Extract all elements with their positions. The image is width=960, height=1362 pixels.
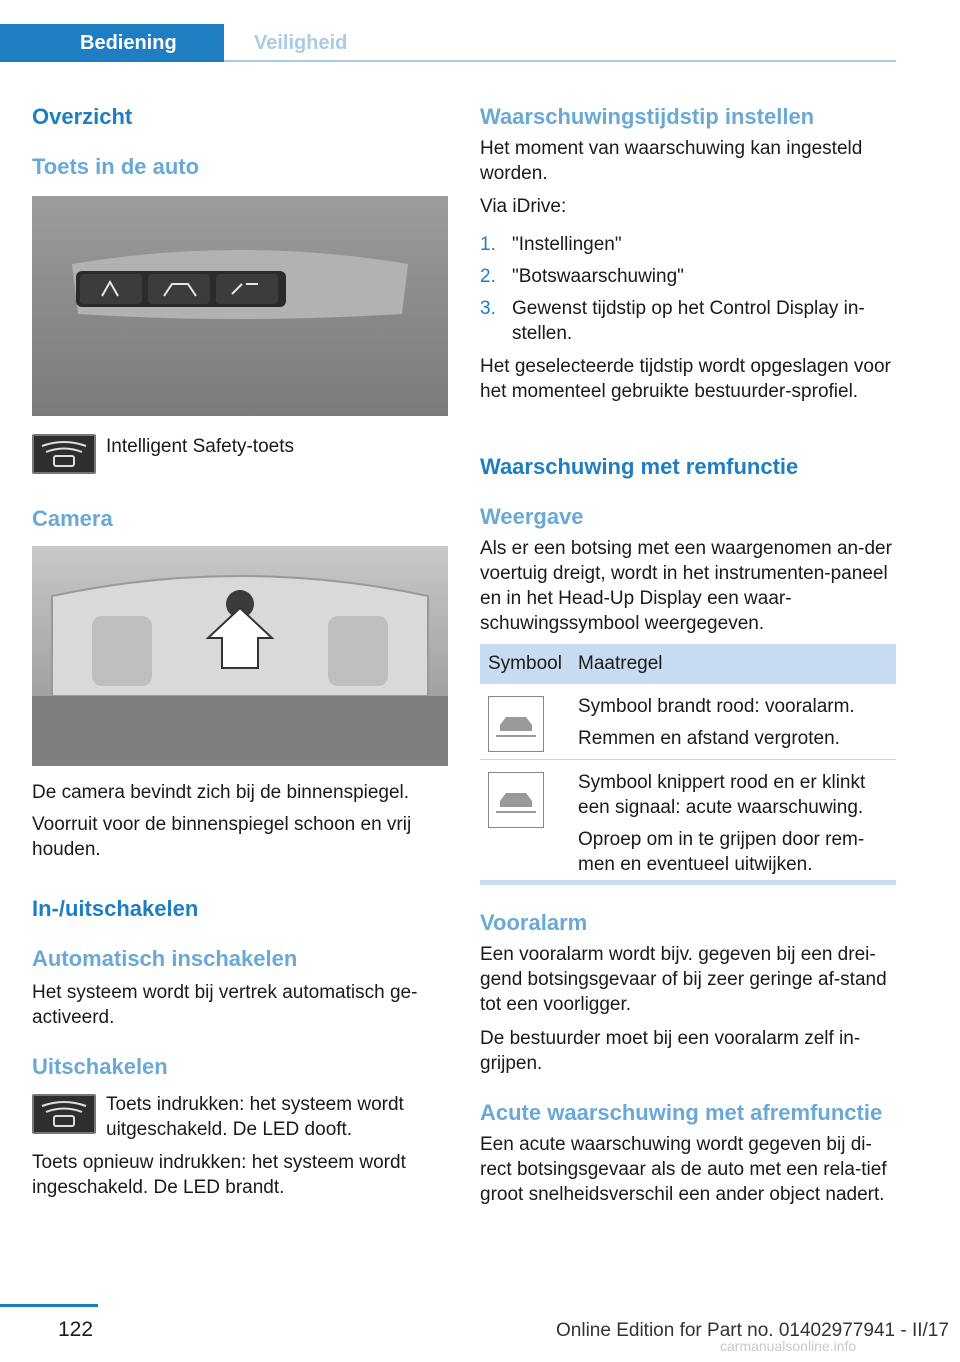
button-panel-photo xyxy=(32,196,448,416)
watermark: carmanualsonline.info xyxy=(720,1338,857,1354)
camera-text-2: Voorruit voor de binnenspiegel schoon en vrij houden. xyxy=(32,814,412,860)
list-item xyxy=(480,264,896,289)
col-maatregel: Maatregel xyxy=(578,653,663,674)
vooralarm-text-1: Een vooralarm wordt bijv. gegeven bij een drei-gend botsingsgevaar of bij zeer geringe af-stand tot een voorligger. xyxy=(480,944,887,1015)
step-text: "Botswaarschuwing" xyxy=(512,266,684,287)
page-number: 122 xyxy=(58,1318,94,1341)
col-symbool: Symbool xyxy=(488,653,562,674)
camera-text-1: De camera bevindt zich bij de binnenspiegel. xyxy=(32,782,410,803)
step-number: 3. xyxy=(480,298,496,319)
uitschakelen-text: Toets opnieuw indrukken: het systeem wordt ingeschakeld. De LED brandt. xyxy=(32,1152,406,1198)
table-row xyxy=(480,684,896,760)
safety-button-caption: Intelligent Safety-toets xyxy=(106,436,294,457)
step-number: 1. xyxy=(480,234,496,255)
car-warning-icon xyxy=(488,772,544,828)
footer-rule xyxy=(0,1304,98,1307)
heading-camera: Camera xyxy=(32,506,113,531)
safety-button-icon xyxy=(32,1094,96,1134)
edition-text: Online Edition for Part no. 01402977941 - II/17 xyxy=(556,1320,949,1341)
heading-vooralarm: Vooralarm xyxy=(480,910,588,935)
table-end-rule xyxy=(480,880,896,885)
acute-text: Een acute waarschuwing wordt gegeven bij di-rect botsingsgevaar als de auto met een rela-tief groot snelheidsverschil een ander object nadert. xyxy=(480,1134,887,1205)
row2-text-2: Oproep om in te grijpen door rem-men en eventueel uitwijken. xyxy=(578,829,865,875)
heading-acute-waarschuwing: Acute waarschuwing met afremfunctie xyxy=(480,1100,883,1125)
tijdstip-text-3: Het geselecteerde tijdstip wordt opgeslagen voor het momenteel gebruikte bestuurder-sprofiel. xyxy=(480,356,891,402)
list-item xyxy=(480,232,896,257)
uitschakelen-caption: Toets indrukken: het systeem wordt uitgeschakeld. De LED dooft. xyxy=(106,1094,404,1140)
step-number: 2. xyxy=(480,266,496,287)
tab-veiligheid[interactable]: Veiligheid xyxy=(254,32,348,54)
camera-photo xyxy=(32,546,448,766)
row2-text-1: Symbool knippert rood en er klinkt een signaal: acute waarschuwing. xyxy=(578,772,866,818)
weergave-text: Als er een botsing met een waargenomen an-der voertuig dreigt, wordt in het instrumenten-paneel en in het Head-Up Display een waar-schuwingssymbool weergegeven. xyxy=(480,538,892,634)
step-text: "Instellingen" xyxy=(512,234,622,255)
heading-weergave: Weergave xyxy=(480,504,584,529)
tijdstip-text-1: Het moment van waarschuwing kan ingesteld worden. xyxy=(480,138,863,184)
car-warning-icon xyxy=(488,696,544,752)
table-row xyxy=(480,760,896,874)
tijdstip-text-2: Via iDrive: xyxy=(480,196,567,217)
row1-text-2: Remmen en afstand vergroten. xyxy=(578,728,840,749)
symbol-table xyxy=(480,644,896,885)
heading-in-uitschakelen: In-/uitschakelen xyxy=(32,896,199,921)
vooralarm-text-2: De bestuurder moet bij een vooralarm zelf in-grijpen. xyxy=(480,1028,861,1074)
heading-automatisch-inschakelen: Automatisch inschakelen xyxy=(32,946,298,971)
step-text: Gewenst tijdstip op het Control Display in-stellen. xyxy=(512,298,865,344)
header-tabs xyxy=(0,24,365,62)
idrive-steps xyxy=(480,232,896,353)
heading-overzicht: Overzicht xyxy=(32,104,133,129)
safety-button-icon xyxy=(32,434,96,474)
table-header xyxy=(480,644,896,684)
header-rule xyxy=(224,60,896,62)
heading-toets-in-de-auto: Toets in de auto xyxy=(32,154,200,179)
row1-text-1: Symbool brandt rood: vooralarm. xyxy=(578,696,855,717)
tab-bediening[interactable]: Bediening xyxy=(0,24,224,62)
auto-text: Het systeem wordt bij vertrek automatisch ge-activeerd. xyxy=(32,982,418,1028)
heading-uitschakelen: Uitschakelen xyxy=(32,1054,168,1079)
list-item xyxy=(480,296,896,346)
heading-waarschuwing-remfunctie: Waarschuwing met remfunctie xyxy=(480,454,799,479)
heading-waarschuwingstijdstip: Waarschuwingstijdstip instellen xyxy=(480,104,815,129)
